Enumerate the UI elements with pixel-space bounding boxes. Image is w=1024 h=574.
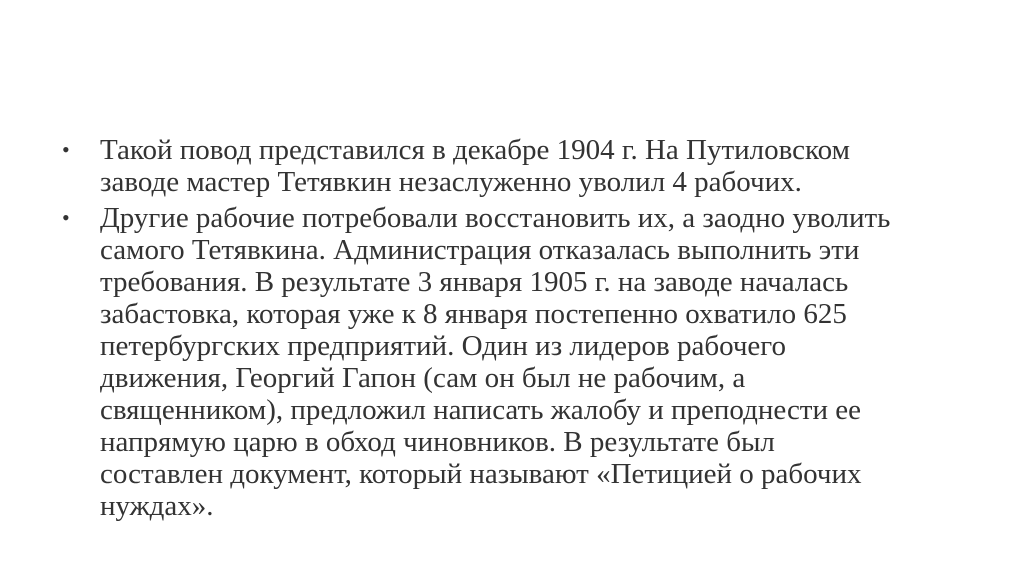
bullet-text-line: движения, Георгий Гапон (сам он был не рабочим, а (100, 362, 746, 394)
bullet-text-line: Такой повод представился в декабре 1904 г. На Путиловском (100, 134, 850, 166)
bullet-list (62, 134, 962, 526)
bullet-text-line: заводе мастер Тетявкин незаслуженно уволил 4 рабочих. (100, 166, 802, 198)
bullet-text-line: нуждах». (100, 490, 214, 522)
bullet-text-line: составлен документ, который называют «Петицией о рабочих (100, 458, 862, 490)
bullet-text-line: напрямую царю в обход чиновников. В результате был (100, 426, 775, 458)
bullet-text-line: священником), предложил написать жалобу и преподнести ее (100, 394, 861, 426)
bullet-marker-icon: • (62, 205, 70, 230)
bullet-marker-icon: • (62, 137, 70, 162)
bullet-text-line: Другие рабочие потребовали восстановить их, а заодно уволить (100, 202, 891, 234)
bullet-item (62, 202, 962, 522)
bullet-item (62, 134, 962, 198)
bullet-text-line: забастовка, которая уже к 8 января постепенно охватило 625 (100, 298, 847, 330)
bullet-text-line: петербургских предприятий. Один из лидеров рабочего (100, 330, 786, 362)
bullet-text-line: требования. В результате 3 января 1905 г. на заводе началась (100, 266, 849, 298)
bullet-text-line: самого Тетявкина. Администрация отказалась выполнить эти (100, 234, 860, 266)
